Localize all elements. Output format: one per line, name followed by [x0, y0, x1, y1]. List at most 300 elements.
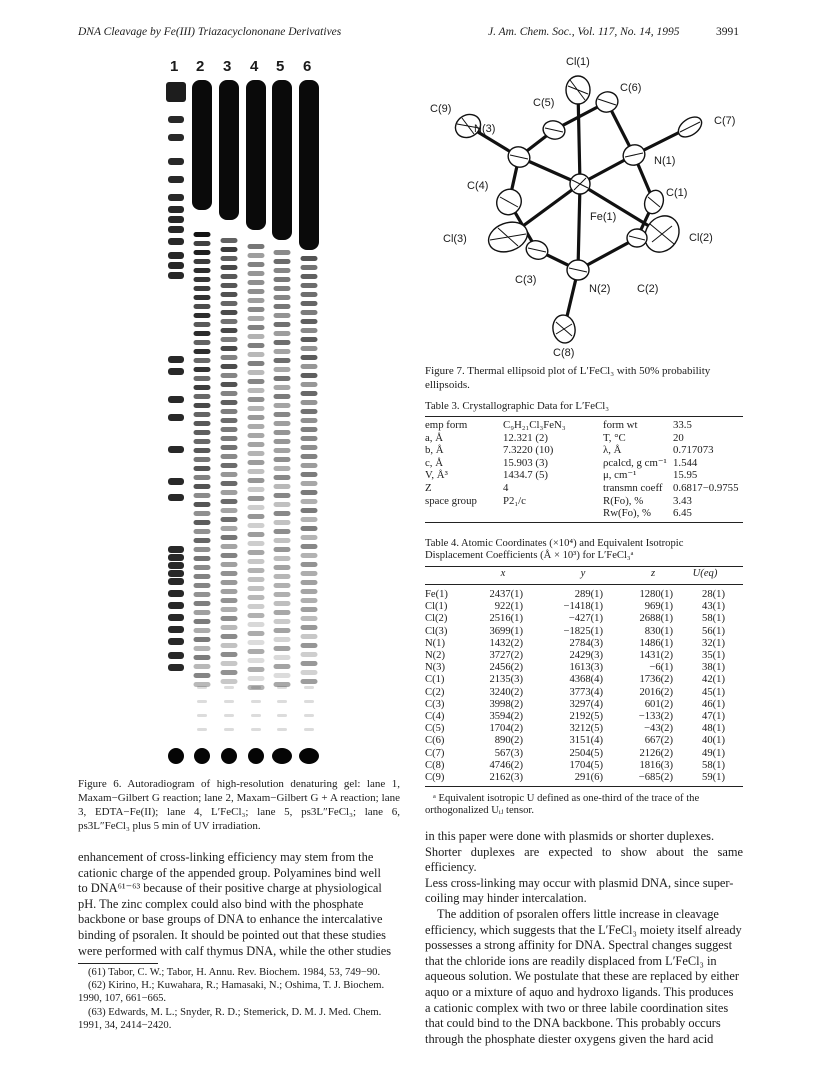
gel-band	[274, 376, 291, 381]
gel-band	[221, 418, 238, 423]
table-4-header: y	[580, 568, 586, 579]
gel-band	[277, 686, 287, 689]
gel-band	[301, 310, 318, 315]
table-4-top-rule	[425, 566, 743, 567]
gel-band	[248, 586, 265, 591]
gel-band	[301, 337, 318, 342]
gel-band	[221, 571, 238, 576]
gel-band	[274, 439, 291, 444]
gel-band	[221, 679, 238, 684]
table-4-cell: −133(2)	[638, 711, 673, 722]
table-4-cell: 47(1)	[702, 711, 725, 722]
table-4-cell: 3297(4)	[569, 698, 603, 710]
table-4-cell: 2437(1)	[489, 589, 523, 600]
gel-band	[301, 508, 318, 513]
gel-band	[197, 728, 207, 731]
gel-band	[301, 301, 318, 306]
gel-band	[168, 446, 184, 453]
gel-band	[248, 262, 265, 267]
gel-band	[194, 574, 211, 579]
table-3-top-rule	[425, 416, 743, 417]
gel-band	[248, 595, 265, 600]
table-3-cell: form wt	[603, 419, 638, 431]
gel-band	[301, 562, 318, 567]
table-4-cell: 2126(2)	[639, 747, 673, 759]
gel-band	[168, 494, 184, 501]
table-4-cell: C(6)	[425, 735, 445, 747]
body-line: coiling may hinder intercalation.	[425, 891, 587, 906]
gel-band	[168, 590, 184, 597]
table-3-cell: 20	[673, 431, 684, 444]
gel-band	[274, 520, 291, 525]
gel-band	[221, 436, 238, 441]
table-4-header-rule	[425, 584, 743, 585]
gel-bottom-spot	[168, 748, 184, 764]
gel-band	[224, 728, 234, 731]
table-4-cell: C(9)	[425, 772, 445, 783]
table-4-footnote-line: ᵃ Equivalent isotropic U defined as one-third of the trace of the	[433, 793, 700, 804]
gel-band	[194, 457, 211, 462]
gel-band	[194, 484, 211, 489]
table-3-cell: a, Å	[425, 431, 443, 444]
table-4-cell: 56(1)	[702, 625, 725, 637]
gel-band	[274, 250, 291, 255]
gel-band	[274, 529, 291, 534]
table-4-cell: 28(1)	[702, 589, 725, 600]
gel-band	[221, 634, 238, 639]
table-3-cell: space group	[425, 494, 477, 507]
gel-band	[301, 328, 318, 333]
atom-c3	[524, 238, 551, 262]
table-3-cell: V, Å³	[425, 469, 448, 482]
gel-band	[274, 304, 291, 309]
gel-band	[194, 619, 211, 624]
table-4-header: z	[650, 568, 656, 579]
table-4-cell: 289(1)	[574, 589, 603, 600]
gel-band	[248, 604, 265, 609]
gel-smear	[192, 80, 212, 210]
table-4-cell: 38(1)	[702, 662, 725, 674]
table-4-cell: 1736(2)	[639, 674, 673, 686]
gel-band	[248, 424, 265, 429]
label-c7: C(7)	[714, 115, 736, 127]
gel-band	[251, 714, 261, 717]
gel-band	[248, 514, 265, 519]
gel-band	[301, 625, 318, 630]
figure-6-caption: Figure 6. Autoradiogram of high-resolution denaturing gel: lane 1, Maxam−Gilbert G reaction; lane 2, Maxam−Gilbert G + A reaction; lane 3, EDTA−Fe(II); lane 4, L′FeCl₃; lane 5, ps3L″FeCl₃; lane 6, ps3L″FeCl₃ plus 5 min of UV irradiation.	[78, 778, 400, 832]
label-c9: C(9)	[430, 103, 452, 115]
gel-band	[248, 379, 265, 384]
gel-band	[221, 490, 238, 495]
table-3-cell: P2₁/c	[503, 494, 526, 507]
table-4-cell: 40(1)	[702, 735, 725, 747]
body-line: through the phosphate diester oxygens given the hard acid	[425, 1031, 714, 1046]
gel-band	[221, 256, 238, 261]
table-4-cell: C(1)	[425, 674, 445, 686]
gel-band	[224, 700, 234, 703]
table-4-cell: 667(2)	[644, 735, 673, 747]
gel-band	[221, 427, 238, 432]
table-4-cell: 2504(5)	[569, 747, 603, 759]
gel-band	[248, 370, 265, 375]
gel-band	[221, 499, 238, 504]
gel-band	[221, 319, 238, 324]
gel-band	[301, 400, 318, 405]
gel-band	[274, 538, 291, 543]
gel-band	[274, 358, 291, 363]
label-c3: C(3)	[515, 274, 537, 286]
gel-band	[194, 502, 211, 507]
footnote-62-cont: 1990, 107, 661−665.	[78, 993, 167, 1005]
table-4-cell: −1825(1)	[563, 625, 603, 637]
gel-band	[194, 475, 211, 480]
gel-band	[168, 396, 184, 403]
table-4-cell: 1704(2)	[489, 723, 523, 735]
table-3-cell: C₉H₂₁Cl₃FeN₃	[503, 419, 566, 431]
footnote-62: (62) Kirino, H.; Kuwahara, R.; Hamasaki, N.; Oshima, T. J. Biochem.	[88, 980, 385, 992]
table-4-cell: 3998(2)	[489, 698, 523, 710]
gel-band	[221, 328, 238, 333]
gel-band	[194, 286, 211, 291]
gel-band	[221, 535, 238, 540]
table-3-cell: 33.5	[673, 419, 692, 431]
gel-band	[221, 337, 238, 342]
gel-band	[221, 526, 238, 531]
gel-band	[301, 670, 318, 675]
gel-band	[274, 367, 291, 372]
gel-band	[168, 614, 184, 621]
atom-c4	[492, 185, 526, 220]
gel-band	[248, 325, 265, 330]
table-4-cell: 35(1)	[702, 650, 725, 661]
gel-band	[221, 247, 238, 252]
running-header-journal: J. Am. Chem. Soc., Vol. 117, No. 14, 1995	[488, 26, 680, 38]
table-4-cell: 58(1)	[702, 759, 725, 771]
gel-band	[194, 421, 211, 426]
gel-band	[277, 728, 287, 731]
label-c4: C(4)	[467, 180, 489, 192]
gel-band	[301, 427, 318, 432]
table-3-cell: 6.45	[673, 507, 692, 520]
gel-band	[248, 433, 265, 438]
gel-band	[221, 445, 238, 450]
table-3-cell: λ, Å	[603, 444, 622, 457]
gel-band	[168, 562, 184, 569]
gel-band	[248, 658, 265, 663]
atom-c7	[675, 113, 705, 141]
gel-band	[274, 412, 291, 417]
gel-bottom-spot	[194, 748, 210, 764]
gel-band	[248, 496, 265, 501]
gel-band	[248, 667, 265, 672]
gel-band	[168, 252, 184, 259]
label-fe1: Fe(1)	[590, 211, 617, 223]
table-4-cell: 4368(4)	[569, 674, 603, 686]
body-line: to DNA⁶¹⁻⁶³ because of their positive charge at physiological	[78, 881, 382, 896]
table-4-cell: 3594(2)	[489, 711, 523, 722]
gel-band	[274, 664, 291, 669]
body-line: aquo or a mixture of aquo and hydroxo ligands. This produces	[425, 984, 734, 999]
table-3-cell: b, Å	[425, 444, 444, 457]
body-line: efficiency, which suggests that the L′FeCl₃ moiety itself already	[425, 922, 742, 937]
label-c6: C(6)	[620, 82, 642, 94]
gel-band	[168, 116, 184, 123]
gel-band	[194, 430, 211, 435]
gel-band	[274, 673, 291, 678]
table-3-cell: 0.6817−0.9755	[673, 482, 739, 494]
gel-band	[221, 409, 238, 414]
gel-band	[194, 583, 211, 588]
atom-c2	[627, 229, 647, 247]
gel-band	[168, 158, 184, 165]
table-4	[425, 568, 743, 786]
gel-band	[221, 346, 238, 351]
gel-band	[221, 265, 238, 270]
gel-band	[274, 655, 291, 660]
gel-band	[301, 526, 318, 531]
gel-band	[248, 559, 265, 564]
gel-band	[274, 646, 291, 651]
gel-band	[301, 283, 318, 288]
gel-band	[274, 556, 291, 561]
body-line: cationic charge of the appended group. Polyamines bind well	[78, 865, 381, 880]
table-4-cell: 2192(5)	[569, 711, 603, 722]
gel-band	[168, 414, 184, 421]
gel-band	[248, 397, 265, 402]
gel-band	[251, 686, 261, 689]
table-4-cell: 3727(2)	[489, 650, 523, 661]
gel-band	[221, 463, 238, 468]
gel-band	[274, 457, 291, 462]
gel-band	[301, 445, 318, 450]
gel-band	[274, 601, 291, 606]
label-n1: N(1)	[654, 155, 676, 167]
table-4-cell: 291(6)	[574, 772, 603, 783]
gel-band	[301, 679, 318, 684]
footnote-61: (61) Tabor, C. W.; Tabor, H. Annu. Rev. Biochem. 1984, 53, 749−90.	[88, 967, 381, 978]
gel-band	[301, 346, 318, 351]
atom-c8	[551, 313, 578, 344]
gel-band	[301, 499, 318, 504]
atom-cl1	[566, 76, 590, 104]
gel-band	[194, 250, 211, 255]
right-body-text	[425, 829, 743, 1047]
gel-band	[168, 134, 184, 141]
table-3-cell: T, °C	[603, 431, 626, 444]
gel-band	[274, 511, 291, 516]
gel-band	[221, 454, 238, 459]
gel-bottom-spot	[299, 748, 319, 764]
gel-band	[248, 649, 265, 654]
gel-band	[221, 310, 238, 315]
lane-label-1: 1	[170, 58, 179, 75]
body-line: binding of psoralen. It should be pointed out that these studies	[78, 927, 386, 942]
gel-band	[168, 262, 184, 269]
gel-band	[248, 442, 265, 447]
gel-band	[194, 610, 211, 615]
gel-band	[274, 574, 291, 579]
gel-band	[274, 484, 291, 489]
table-4-cell: 42(1)	[702, 674, 725, 686]
gel-band	[301, 571, 318, 576]
table-4-title-line: Displacement Coefficients (Å × 10³) for L′FeCl₃ᵃ	[425, 550, 634, 562]
table-4-bottom-rule	[425, 786, 743, 787]
gel-band	[301, 616, 318, 621]
gel-smear	[299, 80, 319, 250]
table-4-cell: N(1)	[425, 637, 446, 649]
gel-band	[221, 661, 238, 666]
gel-band	[168, 546, 184, 553]
gel-band	[194, 304, 211, 309]
lane-label-3: 3	[223, 58, 232, 75]
table-4-cell: 1280(1)	[639, 589, 673, 600]
table-4-cell: 969(1)	[644, 601, 673, 613]
gel-band	[248, 415, 265, 420]
table-3-cell: 0.717073	[673, 444, 714, 457]
body-line: in this paper were done with plasmids or shorter duplexes.	[425, 829, 715, 843]
gel-band	[221, 400, 238, 405]
gel-band	[221, 508, 238, 513]
gel-band	[221, 553, 238, 558]
gel-band	[248, 613, 265, 618]
gel-band	[248, 523, 265, 528]
gel-band	[274, 502, 291, 507]
gel-band	[304, 686, 314, 689]
table-4-cell: 2135(3)	[489, 674, 523, 686]
gel-band	[248, 361, 265, 366]
lane-label-5: 5	[276, 58, 285, 75]
gel-band	[194, 628, 211, 633]
gel-band	[301, 490, 318, 495]
gel-band	[274, 466, 291, 471]
atom-c6	[593, 89, 621, 115]
gel-band	[248, 388, 265, 393]
table-4-cell: −685(2)	[638, 772, 673, 783]
gel-band	[301, 373, 318, 378]
table-4-cell: 1431(2)	[639, 650, 673, 661]
gel-band	[194, 295, 211, 300]
table-4-cell: 1704(5)	[569, 759, 603, 771]
gel-band	[301, 535, 318, 540]
table-4-cell: Cl(2)	[425, 613, 448, 625]
gel-band	[248, 334, 265, 339]
gel-band	[301, 319, 318, 324]
gel-band	[301, 661, 318, 666]
gel-band	[221, 517, 238, 522]
gel-band	[194, 520, 211, 525]
body-line: Less cross-linking may occur with plasmid DNA, since super-	[425, 875, 734, 890]
gel-band	[168, 206, 184, 213]
table-4-cell: N(3)	[425, 662, 446, 674]
gel-band	[248, 532, 265, 537]
table-4-title-line: Table 4. Atomic Coordinates (×10⁴) and Equivalent Isotropic	[425, 538, 684, 549]
gel-band	[194, 601, 211, 606]
gel-band	[194, 403, 211, 408]
table-3-cell: Z	[425, 482, 432, 494]
gel-band	[301, 544, 318, 549]
label-n3: N(3)	[474, 123, 496, 135]
table-4-cell: 3151(4)	[569, 735, 603, 747]
gel-band	[194, 367, 211, 372]
table-4-cell: 48(1)	[702, 723, 725, 735]
table-3-cell: Rw(Fo), %	[603, 507, 651, 520]
gel-band	[301, 553, 318, 558]
gel-band	[274, 430, 291, 435]
gel-band	[194, 466, 211, 471]
gel-autoradiogram	[150, 76, 330, 772]
gel-band	[168, 272, 184, 279]
gel-band	[248, 460, 265, 465]
table-3-cell: μ, cm⁻¹	[603, 469, 637, 482]
gel-band	[168, 356, 184, 363]
gel-band	[304, 700, 314, 703]
gel-band	[194, 556, 211, 561]
gel-band	[221, 292, 238, 297]
gel-band	[168, 638, 184, 645]
table-4-cell: N(2)	[425, 650, 446, 661]
gel-smear	[219, 80, 239, 220]
gel-band	[248, 343, 265, 348]
gel-band	[301, 454, 318, 459]
gel-band	[224, 686, 234, 689]
gel-band	[221, 373, 238, 378]
gel-band	[301, 652, 318, 657]
gel-band	[274, 259, 291, 264]
table-4-cell: 3699(1)	[489, 625, 523, 637]
gel-band	[301, 292, 318, 297]
table-3-cell: R(Fo), %	[603, 494, 644, 507]
gel-band	[274, 385, 291, 390]
gel-band	[248, 307, 265, 312]
table-3	[425, 419, 743, 523]
gel-band	[168, 664, 184, 671]
table-4-cell: C(5)	[425, 723, 445, 735]
gel-band	[274, 421, 291, 426]
atom-n2	[567, 260, 589, 280]
label-c5: C(5)	[533, 97, 555, 109]
table-4-cell: C(2)	[425, 686, 445, 698]
gel-band	[304, 728, 314, 731]
gel-band	[221, 481, 238, 486]
gel-band	[194, 232, 211, 237]
table-4-cell: 2456(2)	[489, 662, 523, 674]
table-3-cell: 7.3220 (10)	[503, 444, 554, 457]
gel-band	[168, 554, 184, 561]
footnote-63: (63) Edwards, M. L.; Snyder, R. D.; Stemerick, D. M. J. Med. Chem.	[88, 1006, 382, 1018]
table-4-header: U(eq)	[692, 568, 718, 579]
table-4-title	[425, 538, 683, 562]
gel-band	[168, 652, 184, 659]
atom-n1	[620, 141, 648, 168]
gel-band	[248, 289, 265, 294]
table-4-cell: 3240(2)	[489, 686, 523, 698]
gel-band	[194, 547, 211, 552]
gel-band	[248, 298, 265, 303]
table-3-bottom-rule	[425, 522, 743, 523]
gel-band	[221, 643, 238, 648]
gel-band	[168, 570, 184, 577]
gel-band	[277, 714, 287, 717]
gel-band	[301, 382, 318, 387]
gel-band	[194, 376, 211, 381]
gel-band	[274, 592, 291, 597]
table-4-footnote	[425, 793, 743, 817]
table-3-cell: 12.321 (2)	[503, 431, 548, 444]
gel-band	[301, 256, 318, 261]
table-4-header: x	[500, 568, 506, 579]
table-3-cell: 1.544	[673, 456, 698, 469]
caption-line: ellipsoids.	[425, 379, 470, 391]
